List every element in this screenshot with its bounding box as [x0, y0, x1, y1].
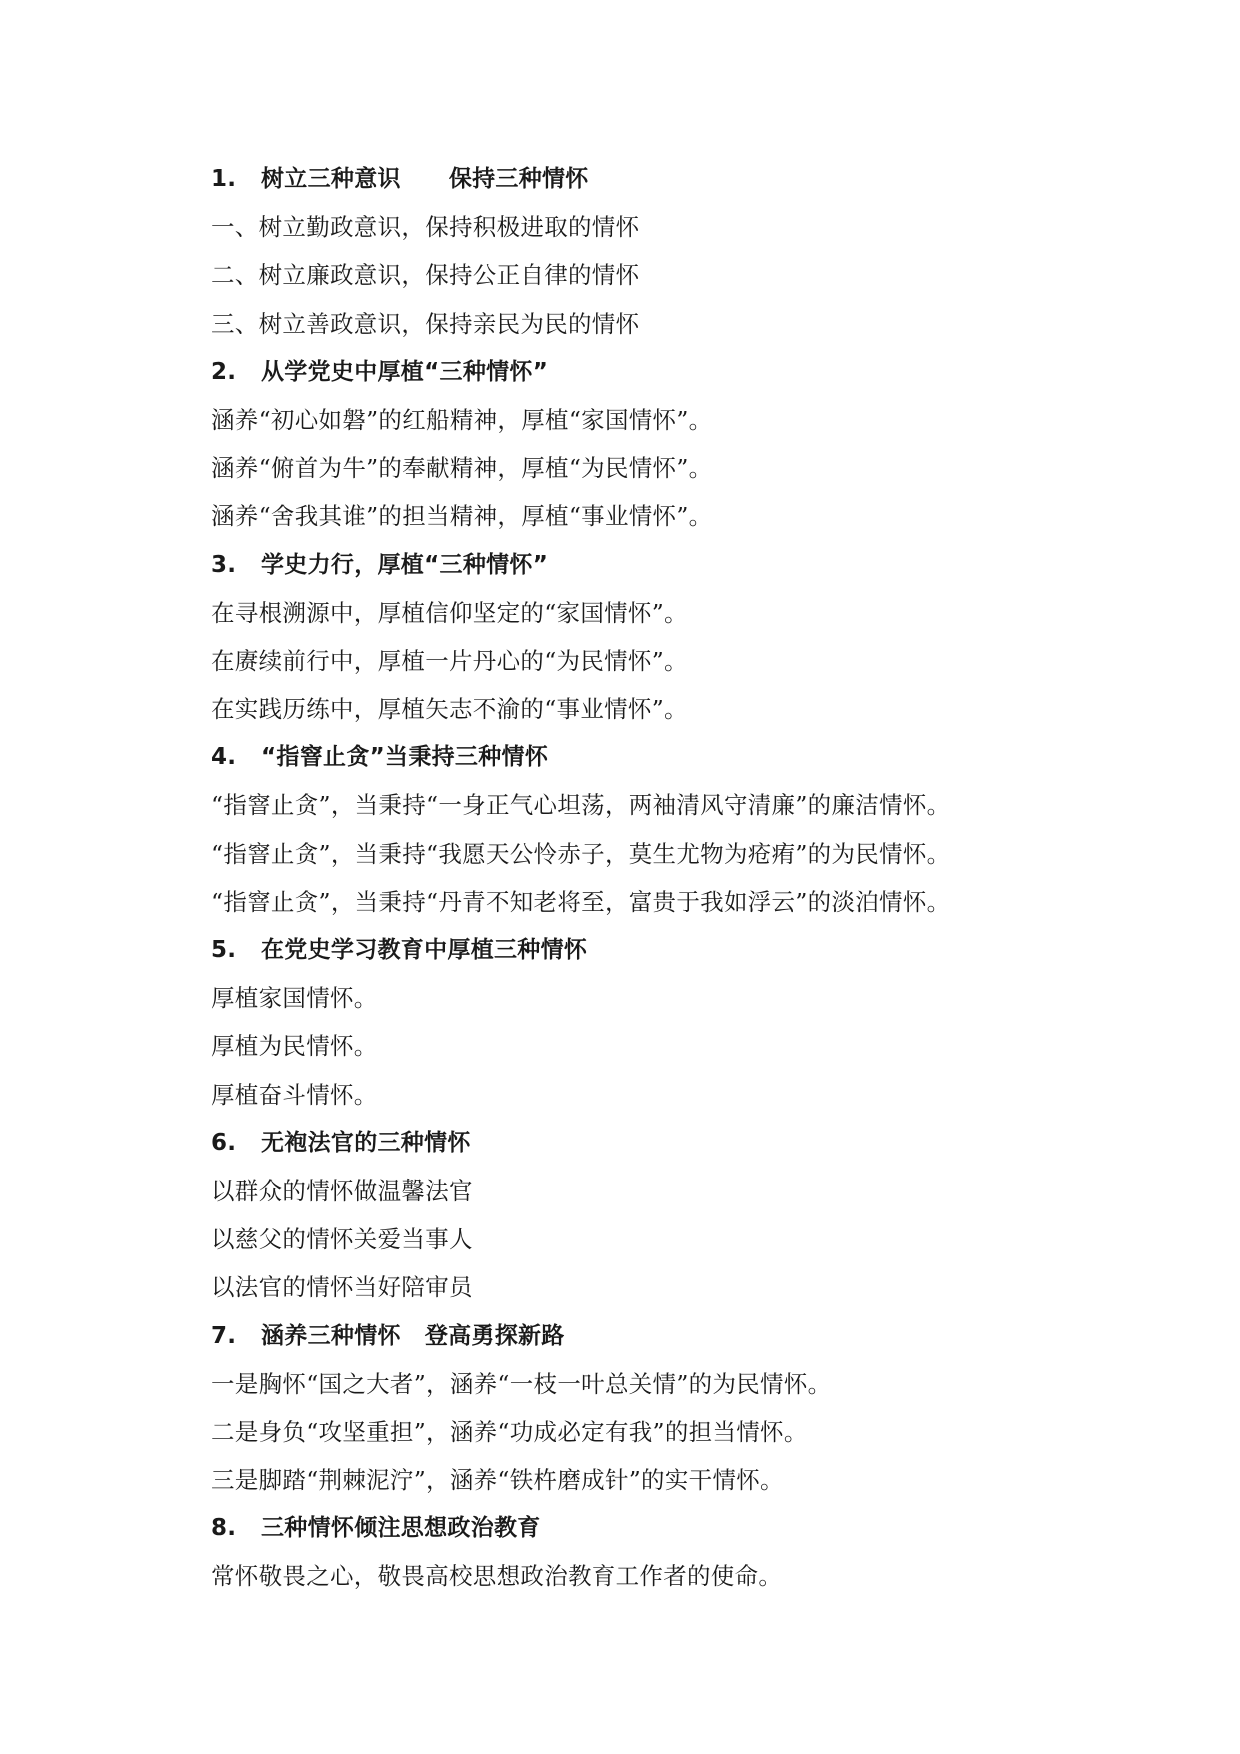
section-title-part-b: 登高勇探新路: [424, 1322, 565, 1349]
section-heading-3: [211, 541, 1211, 589]
document-body: [211, 155, 1211, 1601]
section-item: 在寻根溯源中，厚植信仰坚定的“家国情怀”。: [211, 598, 688, 627]
section-heading-5: [211, 926, 1211, 974]
section-title: 从学党史中厚植“三种情怀”: [261, 358, 549, 385]
section-heading-7: [211, 1312, 1211, 1360]
section-title: 在党史学习教育中厚植三种情怀: [261, 937, 588, 963]
section-item: 涵养“舍我其谁”的担当精神，厚植“事业情怀”。: [211, 502, 713, 531]
section-item: 以法官的情怀当好陪审员: [211, 1273, 473, 1302]
section-item: 涵养“俯首为牛”的奉献精神，厚植“为民情怀”。: [211, 454, 713, 483]
section-item: 三是脚踏“荆棘泥泞”，涵养“铁杵磨成针”的实干情怀。: [211, 1466, 784, 1495]
section-number: 6.: [211, 1129, 237, 1156]
section-number: 1.: [211, 166, 237, 192]
section-item: 厚植家国情怀。: [211, 984, 378, 1013]
section-heading-6: [211, 1119, 1211, 1167]
section-number: 8.: [211, 1515, 237, 1542]
section-title-part-a: 树立三种意识: [261, 166, 401, 192]
section-heading-1: [211, 155, 1211, 203]
section-item: 涵养“初心如磐”的红船精神，厚植“家国情怀”。: [211, 405, 713, 434]
section-number: 3.: [211, 551, 237, 578]
section-item: 三、树立善政意识，保持亲民为民的情怀: [211, 309, 640, 338]
section-item: 以群众的情怀做温馨法官: [211, 1176, 473, 1205]
section-number: 4.: [211, 744, 237, 771]
section-item: 常怀敬畏之心，敬畏高校思想政治教育工作者的使命。: [211, 1562, 783, 1591]
section-item: 在赓续前行中，厚植一片丹心的“为民情怀”。: [211, 646, 688, 675]
section-title: 无袍法官的三种情怀: [261, 1129, 471, 1156]
section-item: 一、树立勤政意识，保持积极进取的情怀: [211, 213, 640, 242]
section-title: “指窨止贪”当秉持三种情怀: [261, 744, 549, 771]
section-item: 二、树立廉政意识，保持公正自律的情怀: [211, 261, 640, 290]
section-title: 学史力行，厚植“三种情怀”: [261, 551, 549, 578]
section-item: “指窨止贪”，当秉持“一身正气心坦荡，两袖清风守清廉”的廉洁情怀。: [211, 791, 951, 820]
section-title: 三种情怀倾注思想政治教育: [261, 1515, 541, 1542]
section-number: 5.: [211, 937, 237, 963]
section-number: 7.: [211, 1322, 237, 1349]
section-heading-4: [211, 733, 1211, 781]
section-number: 2.: [211, 358, 237, 385]
section-heading-8: [211, 1504, 1211, 1552]
section-heading-2: [211, 348, 1211, 396]
section-item: 厚植为民情怀。: [211, 1032, 378, 1061]
section-item: “指窨止贪”，当秉持“我愿天公怜赤子，莫生尤物为疮痏”的为民情怀。: [211, 839, 951, 868]
section-item: 二是身负“攻坚重担”，涵养“功成必定有我”的担当情怀。: [211, 1417, 808, 1446]
section-item: 以慈父的情怀关爱当事人: [211, 1225, 473, 1254]
section-item: 厚植奋斗情怀。: [211, 1080, 378, 1109]
section-item: 一是胸怀“国之大者”，涵养“一枝一叶总关情”的为民情怀。: [211, 1369, 832, 1398]
section-title-part-b: 保持三种情怀: [448, 166, 589, 192]
section-title-part-a: 涵养三种情怀: [261, 1322, 401, 1349]
section-item: 在实践历练中，厚植矢志不渝的“事业情怀”。: [211, 695, 688, 724]
section-item: “指窨止贪”，当秉持“丹青不知老将至，富贵于我如浮云”的淡泊情怀。: [211, 887, 951, 916]
